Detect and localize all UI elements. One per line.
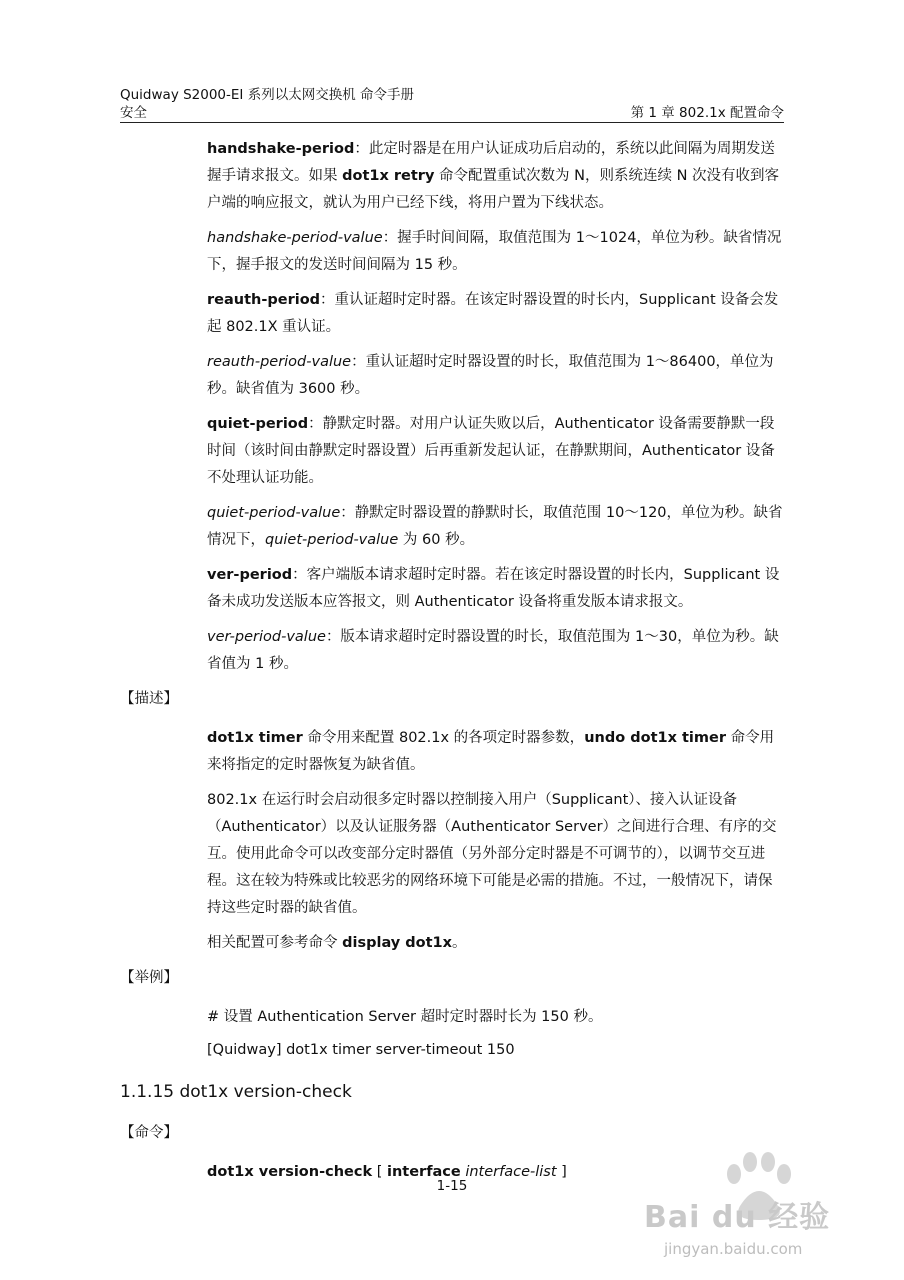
- param-term: quiet-period-value: [207, 505, 341, 521]
- param-reauth-period-value: [207, 349, 784, 403]
- doc-title: Quidway S2000-EI 系列以太网交换机 命令手册: [120, 87, 414, 103]
- watermark-url: jingyan.baidu.com: [664, 1240, 803, 1258]
- param-desc-cont: 为 60 秒。: [398, 532, 475, 548]
- param-desc: ：客户端版本请求超时定时器。若在该定时器设置的时长内，Supplicant 设备未成功发送版本应答报文，则 Authenticator 设备将重发版本请求报文。: [207, 567, 780, 610]
- param-term: reauth-period: [207, 292, 321, 308]
- param-ver-period-value: [207, 624, 784, 678]
- page-number: 1-15: [436, 1178, 468, 1194]
- inline-command: dot1x timer: [207, 730, 303, 746]
- param-ver-period: [207, 562, 784, 616]
- param-desc: ：重认证超时定时器设置的时长，取值范围为 1～86400，单位为秒。缺省值为 3600 秒。: [207, 354, 774, 397]
- text-run: 相关配置可参考命令: [207, 935, 343, 951]
- example-command: [Quidway] dot1x timer server-timeout 150: [207, 1042, 515, 1058]
- param-desc: ：静默定时器。对用户认证失败以后，Authenticator 设备需要静默一段时间（该时间由静默定时器设置）后再重新发起认证，在静默期间，Authenticator 设备不处理认证功能。: [207, 416, 775, 486]
- param-desc: ：握手时间间隔，取值范围为 1～1024，单位为秒。缺省情况下，握手报文的发送时间间隔为 15 秒。: [207, 230, 782, 273]
- param-reauth-period: [207, 287, 784, 341]
- text-run: 命令用来将指定的定时器恢复为缺省值。: [207, 730, 775, 773]
- inline-command: display dot1x: [342, 935, 452, 951]
- section-label: 安全: [120, 105, 147, 121]
- param-inline-cmd: dot1x retry: [342, 168, 435, 184]
- watermark-brand: Bai du 经验: [644, 1200, 831, 1235]
- text-run: 命令用来配置 802.1x 的各项定时器参数，: [302, 730, 585, 746]
- param-term: handshake-period: [207, 141, 355, 157]
- param-desc-cont: 命令配置重试次数为 N，则系统连续 N 次没有收到客户端的响应报文，就认为用户已经下线，将用户置为下线状态。: [207, 168, 780, 211]
- section-title: 1.1.15 dot1x version-check: [120, 1082, 352, 1102]
- param-term: ver-period: [207, 567, 293, 583]
- command-arg: interface-list: [460, 1164, 557, 1180]
- param-term: ver-period-value: [207, 629, 326, 645]
- syntax-bracket: [: [372, 1164, 387, 1180]
- param-term: reauth-period-value: [207, 354, 352, 370]
- command-name: dot1x version-check: [207, 1164, 373, 1180]
- command-keyword: interface: [386, 1164, 461, 1180]
- description-heading: 【描述】: [120, 691, 178, 707]
- page-header: [120, 86, 784, 122]
- param-inline-term: quiet-period-value: [265, 532, 399, 548]
- description-para-1: [207, 725, 784, 779]
- param-desc: ：重认证超时定时器。在该定时器设置的时长内，Supplicant 设备会发起 802.1X 重认证。: [207, 292, 779, 335]
- chapter-label: 第 1 章 802.1x 配置命令: [630, 105, 784, 121]
- param-quiet-period: [207, 411, 784, 492]
- param-desc: ：版本请求超时定时器设置的时长，取值范围为 1～30，单位为秒。缺省值为 1 秒。: [207, 629, 779, 672]
- text-run: 。: [452, 935, 467, 951]
- syntax-bracket: ]: [556, 1164, 567, 1180]
- param-desc: ：此定时器是在用户认证成功后启动的，系统以此间隔为周期发送握手请求报文。如果: [207, 141, 775, 184]
- example-comment: # 设置 Authentication Server 超时定时器时长为 150 秒。: [207, 1009, 603, 1025]
- page-content: [0, 136, 904, 1194]
- description-para-2: 802.1x 在运行时会启动很多定时器以控制接入用户（Supplicant）、接入认证设备（Authenticator）以及认证服务器（Authenticator Server）之间进行合理、有序的交互。使用此命令可以改变部分定时器值（另外部分定时器是不可调节的），以调节交互进程。这在较为特殊或比较恶劣的网络环境下可能是必需的措施。不过，一般情况下，请保持这些定时器的缺省值。: [207, 792, 777, 916]
- param-term: handshake-period-value: [207, 230, 383, 246]
- baidu-jingyan-watermark: [636, 1136, 876, 1266]
- inline-command: undo dot1x timer: [584, 730, 726, 746]
- header-divider: [120, 122, 784, 123]
- param-term: quiet-period: [207, 416, 309, 432]
- example-heading: 【举例】: [120, 970, 178, 986]
- param-handshake-period: [207, 136, 784, 217]
- param-handshake-period-value: [207, 225, 784, 279]
- command-heading: 【命令】: [120, 1125, 178, 1141]
- param-quiet-period-value: [207, 500, 784, 554]
- param-desc: ：静默定时器设置的静默时长，取值范围 10～120，单位为秒。缺省情况下，: [207, 505, 783, 548]
- description-para-3: [207, 930, 784, 957]
